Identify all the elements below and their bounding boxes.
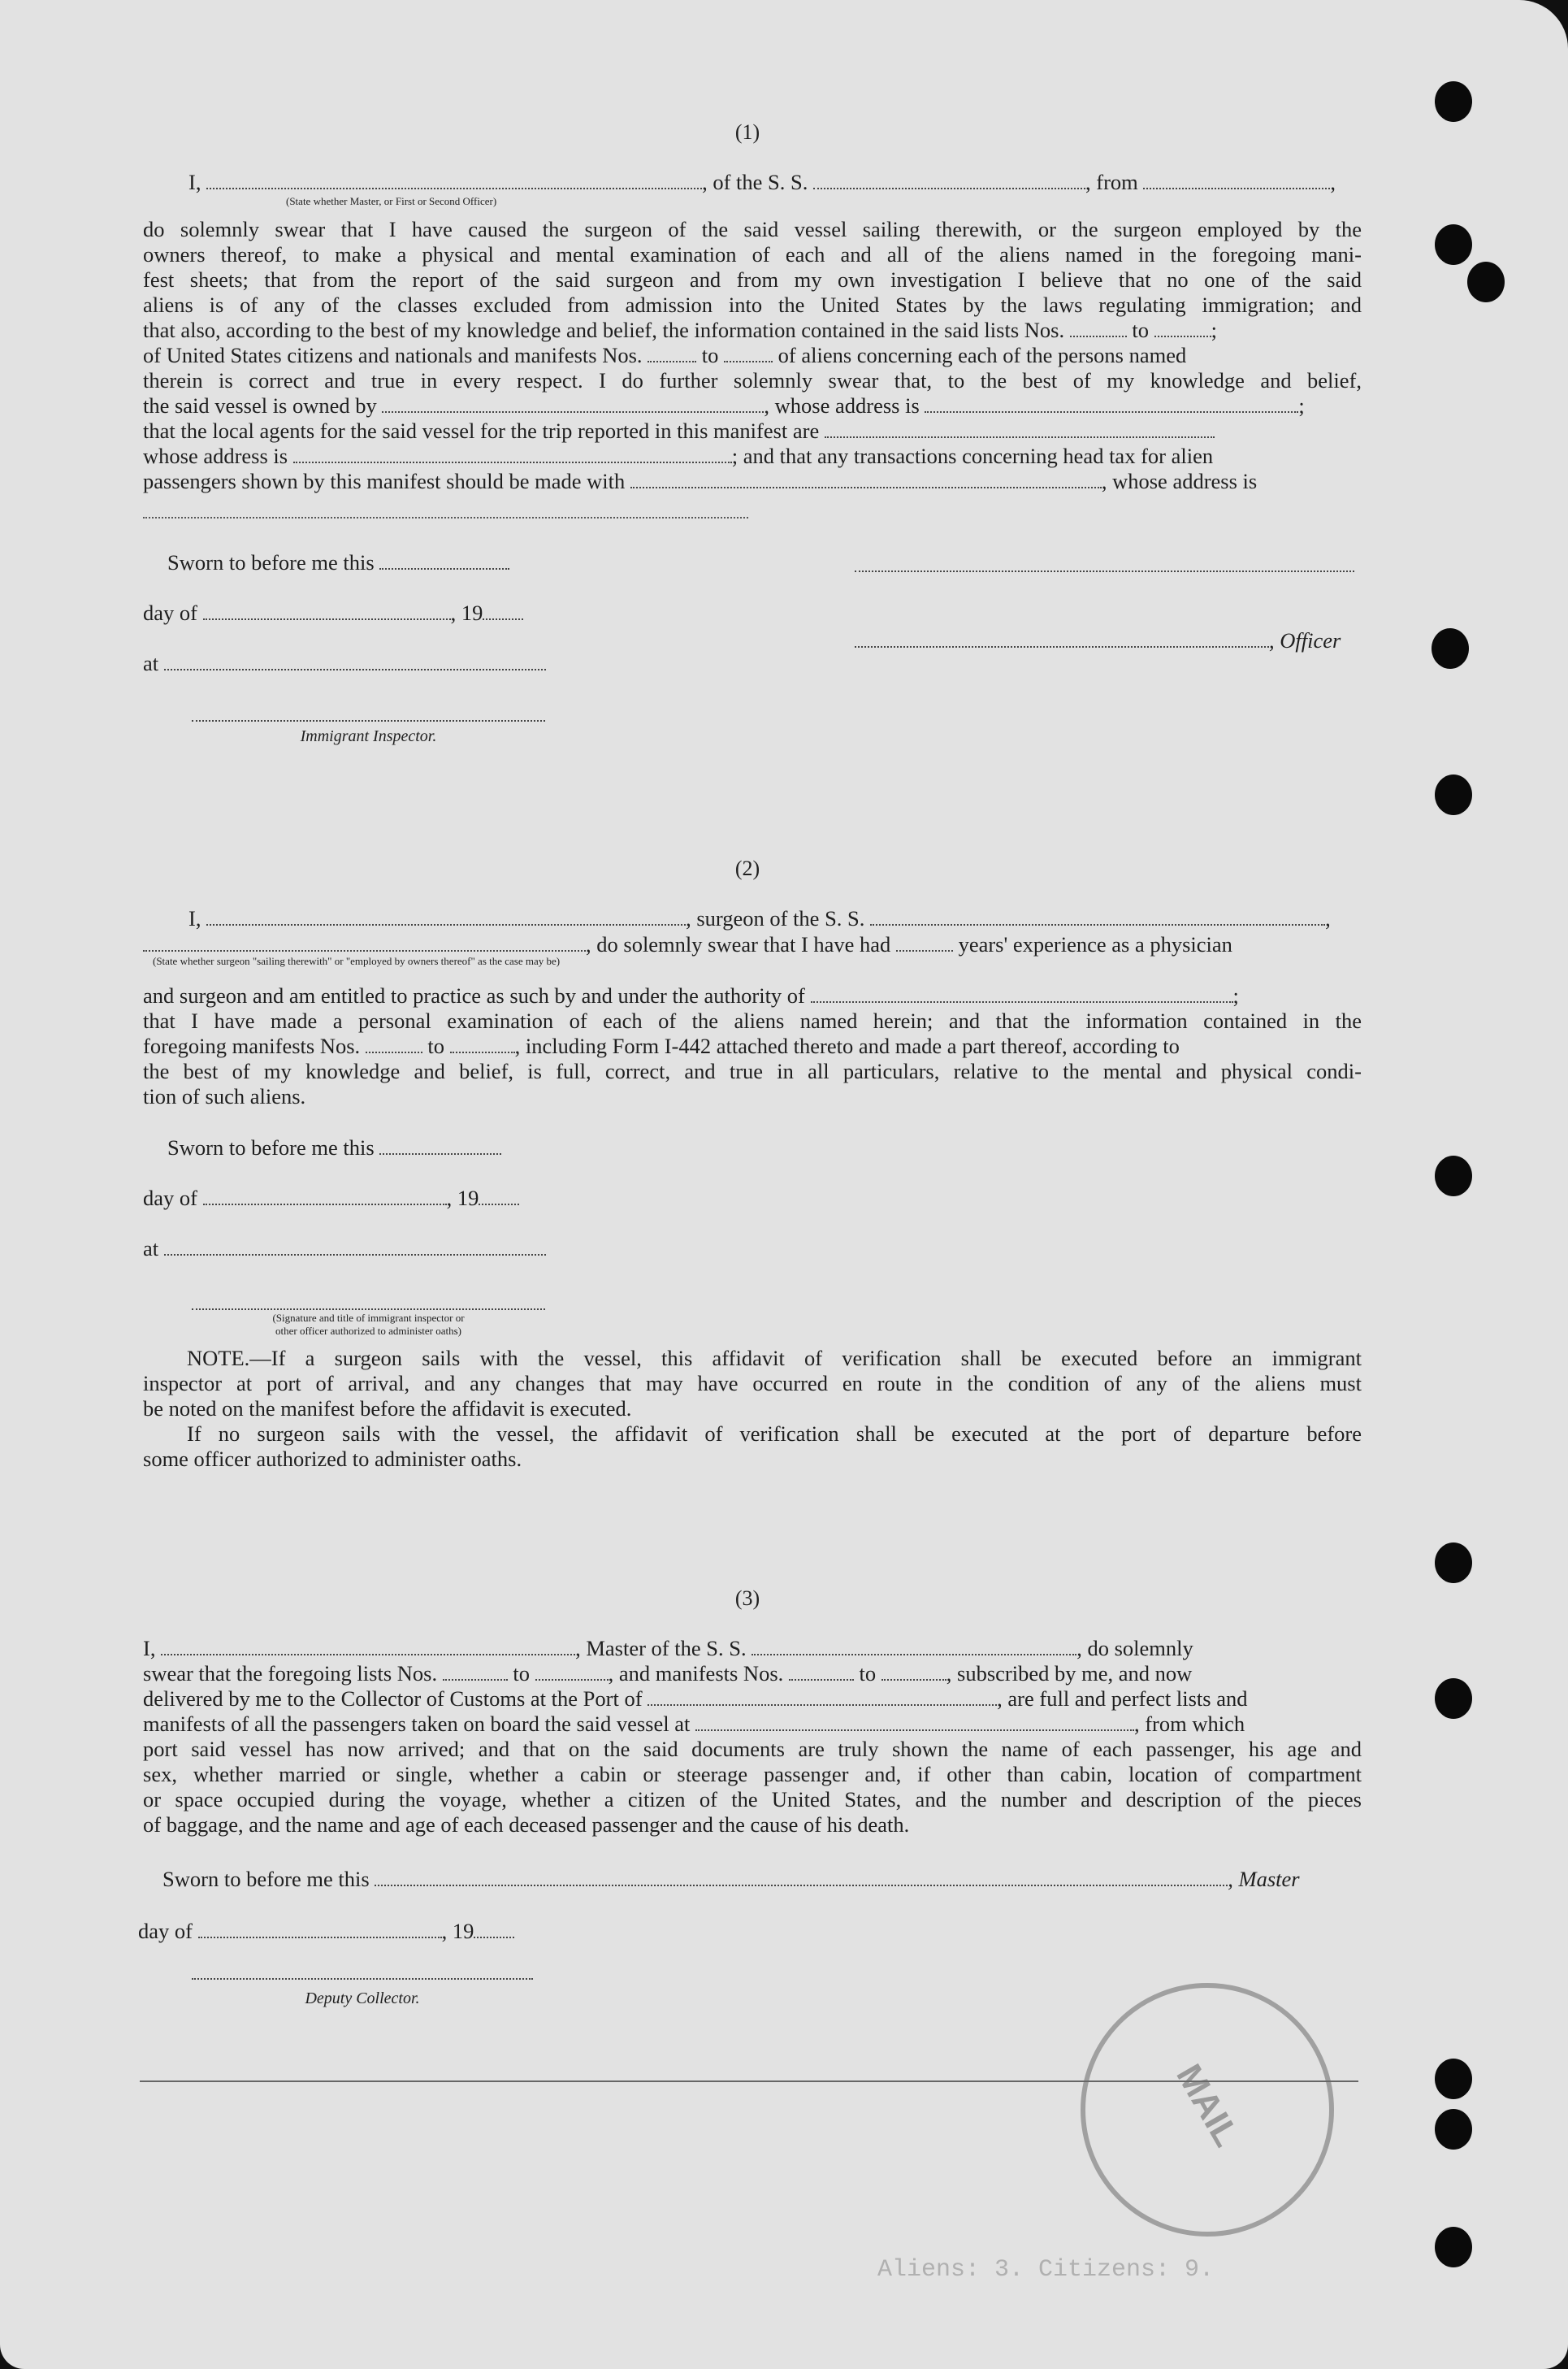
text-i: I, — [143, 1636, 156, 1660]
signature-note-1: (Signature and title of immigrant inspector or — [272, 1312, 465, 1324]
bottom-rule — [140, 2080, 1358, 2082]
sworn-day-field[interactable] — [379, 552, 509, 570]
vessel-name-field[interactable] — [752, 1638, 1076, 1655]
manifests-to-field[interactable] — [450, 1035, 515, 1053]
manifests-from-field[interactable] — [648, 345, 696, 362]
section-1-number: (1) — [734, 120, 760, 144]
text-full-perfect: , are full and perfect lists and — [997, 1686, 1248, 1711]
manifests-from-field[interactable] — [366, 1035, 422, 1053]
note-line: If no surgeon sails with the vessel, the affidavit of verification shall be executed at the port of departure before — [187, 1421, 1362, 1446]
text-made-with: passengers shown by this manifest should be made with — [143, 469, 626, 493]
text-at: at — [143, 651, 159, 675]
text-to: to — [701, 343, 719, 367]
manifests-to-field[interactable] — [881, 1663, 946, 1681]
section-3-para-line: of baggage, and the name and age of each deceased passenger and the cause of his death. — [143, 1812, 910, 1837]
text-master-of: , Master of the S. S. — [575, 1636, 747, 1660]
text-day-of: day of — [138, 1919, 193, 1943]
section-3-para-line: port said vessel has now arrived; and that on the said documents are truly shown the name of each passenger, his age and — [143, 1737, 1362, 1761]
section-1-para-line: therein is correct and true in every respect. I do further solemnly swear that, to the best of my knowledge and belief, — [143, 368, 1362, 393]
text-from: , from — [1085, 170, 1138, 194]
surgeon-name-field[interactable] — [206, 908, 686, 926]
section-3-para-line: or space occupied during the voyage, whether a citizen of the United States, and the number and description of the pieces — [143, 1787, 1362, 1811]
year-field[interactable] — [483, 602, 523, 620]
binder-hole — [1435, 2109, 1472, 2150]
bleed-through-footer: Aliens: 3. Citizens: 9. — [877, 2256, 1215, 2284]
note-line: be noted on the manifest before the affidavit is executed. — [143, 1396, 632, 1421]
binder-hole — [1435, 224, 1472, 265]
day-month-field[interactable] — [203, 1187, 447, 1205]
text-and-manifests: , and manifests Nos. — [608, 1661, 784, 1686]
lists-to-field[interactable] — [535, 1663, 609, 1681]
surgeon-note: (State whether surgeon "sailing therewith" or "employed by owners thereof" as the case may be) — [153, 955, 561, 967]
section-1-para-line: aliens is of any of the classes excluded from admission into the United States by the laws regulating immigration; and — [143, 293, 1362, 317]
section-3-para-line: sex, whether married or single, whether a cabin or steerage passenger and, if other than cabin, location of compartment — [143, 1762, 1362, 1786]
embark-port-field[interactable] — [695, 1713, 1134, 1731]
section-2-para-line — [143, 1033, 1362, 1059]
day-month-field[interactable] — [198, 1920, 442, 1938]
at-line-2 — [143, 1235, 1362, 1261]
text-authority: and surgeon and am entitled to practice as such by and under the authority of — [143, 983, 805, 1008]
section-2-opening-line: I, , surgeon of the S. S. , — [188, 906, 1331, 931]
sworn-day-field[interactable] — [379, 1137, 501, 1155]
section-1-para-line — [143, 418, 1362, 444]
deputy-title: Deputy Collector. — [305, 1989, 420, 2007]
text-day-of: day of — [143, 601, 197, 625]
text-whose-address-is: whose address is — [143, 444, 288, 468]
inspector-signature-line[interactable] — [192, 720, 545, 722]
text-including: , including Form I-442 attached thereto and made a part thereof, according to — [514, 1034, 1180, 1058]
note-line: NOTE.—If a surgeon sails with the vessel, this affidavit of verification shall be executed before an immigrant — [187, 1346, 1362, 1370]
binder-hole — [1435, 1156, 1472, 1196]
section-1-para-line: owners thereof, to make a physical and mental examination of each and all of the aliens named in the foregoing mani- — [143, 242, 1362, 267]
sworn-line-2 — [167, 1135, 1386, 1161]
section-1-para-line: do solemnly swear that I have caused the surgeon of the said vessel sailing therewith, or the surgeon employed by the — [143, 217, 1362, 241]
section-2-para-line: tion of such aliens. — [143, 1084, 306, 1109]
years-field[interactable] — [896, 934, 953, 952]
postal-stamp-bleed — [1081, 1983, 1334, 2237]
binder-hole — [1435, 2227, 1472, 2267]
text-to: to — [859, 1661, 877, 1686]
section-1-para-line: the said vessel is owned by , whose address is ; — [143, 393, 1305, 418]
text-head-tax: ; and that any transactions concerning head tax for alien — [731, 444, 1214, 468]
signature-note — [200, 1312, 537, 1338]
section-1-para-line: that also, according to the best of my knowledge and belief, the information contained in the said lists Nos. to ; — [143, 318, 1217, 342]
text-manifests-nos: of United States citizens and nationals and manifests Nos. — [143, 343, 643, 367]
binder-hole — [1435, 81, 1472, 122]
text-whose-address: , whose address is — [1101, 469, 1258, 493]
section-3-opening-line — [143, 1635, 1362, 1661]
text-from-which: , from which — [1133, 1712, 1245, 1736]
agents-address-field[interactable] — [293, 445, 732, 463]
section-2-para-line: and surgeon and am entitled to practice as such by and under the authority of ; — [143, 983, 1239, 1008]
owner-field[interactable] — [382, 395, 764, 413]
text-19: , 19 — [450, 601, 483, 625]
text-manifests-all: manifests of all the passengers taken on board the said vessel at — [143, 1712, 691, 1736]
officer-signature-line[interactable] — [855, 571, 1354, 572]
agents-field[interactable] — [825, 420, 1215, 438]
text-whose-address: , whose address is — [764, 393, 920, 418]
text-to: to — [427, 1034, 445, 1058]
text-officer: , Officer — [1269, 628, 1341, 653]
officer-name-field[interactable] — [206, 171, 702, 189]
vessel-name-field[interactable] — [813, 171, 1085, 189]
officer-note: (State whether Master, or First or Second Officer) — [286, 195, 497, 207]
deputy-signature-line[interactable] — [192, 1978, 533, 1980]
surgeon-status-field[interactable] — [143, 934, 586, 952]
year-field[interactable] — [474, 1920, 514, 1938]
stamp-text: MAIL — [1168, 2057, 1247, 2154]
day-line-2 — [143, 1185, 1362, 1211]
text-owned-by: the said vessel is owned by — [143, 393, 377, 418]
head-tax-party-field[interactable] — [630, 471, 1102, 488]
section-3-number: (3) — [734, 1586, 760, 1610]
officer-signature-field[interactable] — [855, 630, 1269, 648]
section-1-para-line — [143, 468, 1362, 494]
port-field[interactable] — [648, 1688, 997, 1706]
section-1-opening-line: I, , of the S. S. , from , — [188, 170, 1336, 194]
lists-from-field[interactable] — [443, 1663, 508, 1681]
day-month-field[interactable] — [203, 602, 451, 620]
manifests-to-field[interactable] — [724, 345, 773, 362]
vessel-name-field[interactable] — [870, 908, 1325, 926]
text-master: , Master — [1228, 1867, 1300, 1891]
day-line-1 — [143, 600, 1362, 626]
text-to: to — [1132, 318, 1149, 342]
binder-hole — [1432, 628, 1469, 669]
lists-to-field[interactable] — [1154, 319, 1211, 337]
master-name-field[interactable] — [161, 1638, 575, 1655]
text-subscribed: , subscribed by me, and now — [946, 1661, 1193, 1686]
owner-address-field[interactable] — [925, 395, 1298, 413]
text-foregoing-lists: swear that the foregoing lists Nos. — [143, 1661, 438, 1686]
at-line-1 — [143, 650, 1362, 676]
section-1-para-line — [143, 342, 1362, 368]
text-sworn: Sworn to before me this — [167, 1135, 375, 1160]
manifests-from-field[interactable] — [789, 1663, 854, 1681]
departure-port-field[interactable] — [1143, 171, 1330, 189]
text-surgeon-of: , surgeon of the S. S. — [686, 906, 865, 931]
section-3-para-line — [143, 1660, 1362, 1686]
text-19: , 19 — [441, 1919, 474, 1943]
binder-hole — [1435, 774, 1472, 815]
inspector-title: Immigrant Inspector. — [300, 727, 437, 745]
section-2-number: (2) — [734, 857, 760, 880]
text-of-ss: , of the S. S. — [702, 170, 808, 194]
binder-hole — [1467, 262, 1505, 302]
text-do-swear: , do solemnly swear that I have had — [586, 932, 891, 957]
text-local-agents: that the local agents for the said vessel for the trip reported in this manifest are — [143, 419, 820, 443]
text-i: I, — [188, 170, 201, 194]
section-2-para-line: that I have made a personal examination of each of the aliens named herein; and that the information contained in the — [143, 1009, 1362, 1033]
binder-hole — [1435, 1678, 1472, 1719]
text-19: , 19 — [446, 1186, 479, 1210]
text-do-solemnly: , do solemnly — [1076, 1636, 1193, 1660]
text-lists-nos: that also, according to the best of my knowledge and belief, the information contained in the said lists Nos. — [143, 318, 1065, 342]
authority-field[interactable] — [811, 985, 1233, 1003]
text-to: to — [513, 1661, 530, 1686]
inspector-signature-line[interactable] — [192, 1308, 545, 1310]
continuation-line — [143, 517, 748, 518]
note-line: some officer authorized to administer oaths. — [143, 1447, 522, 1471]
section-1-para-line: fest sheets; that from the report of the said surgeon and from my own investigation I believe that no one of the said — [143, 267, 1362, 292]
text-at: at — [143, 1236, 159, 1260]
section-2-swear-line — [143, 931, 1362, 957]
section-2-para-line: the best of my knowledge and belief, is full, correct, and true in all particulars, relative to the mental and physical condi- — [143, 1059, 1362, 1083]
text-day-of: day of — [143, 1186, 197, 1210]
signature-note-2: other officer authorized to administer oaths) — [275, 1325, 461, 1337]
text-foregoing: foregoing manifests Nos. — [143, 1034, 361, 1058]
sworn-line-3 — [162, 1866, 1381, 1892]
section-1-para-line — [143, 443, 1362, 469]
note-line: inspector at port of arrival, and any changes that may have occurred en route in the condition of any of the aliens must — [143, 1371, 1362, 1395]
section-3-para-line — [143, 1711, 1362, 1737]
text-i: I, — [188, 906, 201, 931]
lists-from-field[interactable] — [1070, 319, 1127, 337]
day-line-3 — [138, 1918, 1357, 1944]
text-years: years' experience as a physician — [958, 932, 1232, 957]
sworn-day-field[interactable] — [375, 1868, 1228, 1886]
text-of-aliens: of aliens concerning each of the persons named — [778, 343, 1187, 367]
text-sworn: Sworn to before me this — [167, 550, 375, 575]
text-delivered: delivered by me to the Collector of Customs at the Port of — [143, 1686, 643, 1711]
binder-hole — [1435, 2059, 1472, 2099]
at-place-field[interactable] — [164, 1238, 546, 1256]
year-field[interactable] — [479, 1187, 519, 1205]
section-3-para-line — [143, 1686, 1362, 1712]
binder-hole — [1435, 1542, 1472, 1583]
at-place-field[interactable] — [164, 653, 546, 670]
text-sworn: Sworn to before me this — [162, 1867, 370, 1891]
